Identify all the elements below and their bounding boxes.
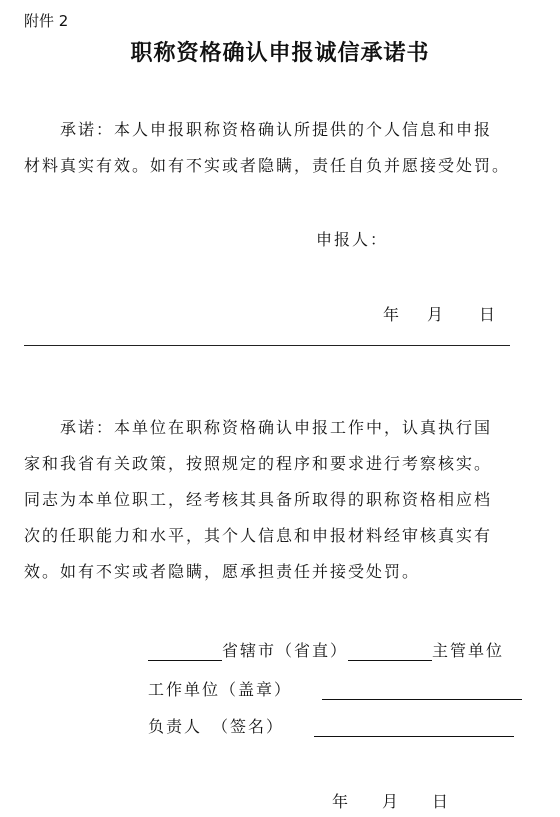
date-year: 年 (383, 305, 400, 324)
personal-pledge-line: 材料真实有效。如有不实或者隐瞒，责任自负并愿接受处罚。 (24, 156, 511, 175)
date-day: 日 (432, 792, 449, 811)
responsible-blank[interactable] (314, 718, 514, 737)
document-title: 职称资格确认申报诚信承诺书 (130, 40, 430, 66)
personal-pledge-line: 承诺：本人申报职称资格确认所提供的个人信息和申报 (60, 120, 493, 139)
applicant-label: 申报人： (316, 230, 389, 249)
personal-date (383, 302, 495, 325)
city-dept-row (148, 638, 504, 661)
responsible-row (148, 714, 514, 737)
date-year: 年 (332, 792, 349, 811)
work-unit-row (148, 677, 522, 700)
personal-pledge (24, 112, 524, 184)
unit-pledge-line: 承诺：本单位在职称资格确认申报工作中，认真执行国 (60, 418, 493, 437)
unit-pledge (24, 410, 524, 590)
city-label: 省辖市（省直） (222, 641, 349, 660)
unit-pledge-line: 家和我省有关政策，按照规定的程序和要求进行考察核实。 (24, 454, 493, 473)
unit-pledge-line: 同志为本单位职工，经考核其具备所取得的职称资格相应档 (24, 490, 493, 509)
attachment-label: 附件 2 (24, 12, 69, 30)
dept-label: 主管单位 (432, 641, 505, 660)
city-blank[interactable] (148, 642, 222, 661)
work-unit-blank[interactable] (322, 681, 522, 700)
responsible-label: 负责人 （签名） (148, 717, 285, 736)
work-unit-label: 工作单位（盖章） (148, 680, 293, 699)
date-month: 月 (382, 792, 399, 811)
date-day: 日 (479, 305, 496, 324)
unit-pledge-line: 次的任职能力和水平，其个人信息和申报材料经审核真实有 (24, 526, 493, 545)
date-month: 月 (427, 305, 444, 324)
unit-date (332, 789, 448, 812)
unit-pledge-line: 效。如有不实或者隐瞒，愿承担责任并接受处罚。 (24, 562, 421, 581)
dept-blank[interactable] (348, 642, 432, 661)
separator-line (24, 345, 510, 346)
